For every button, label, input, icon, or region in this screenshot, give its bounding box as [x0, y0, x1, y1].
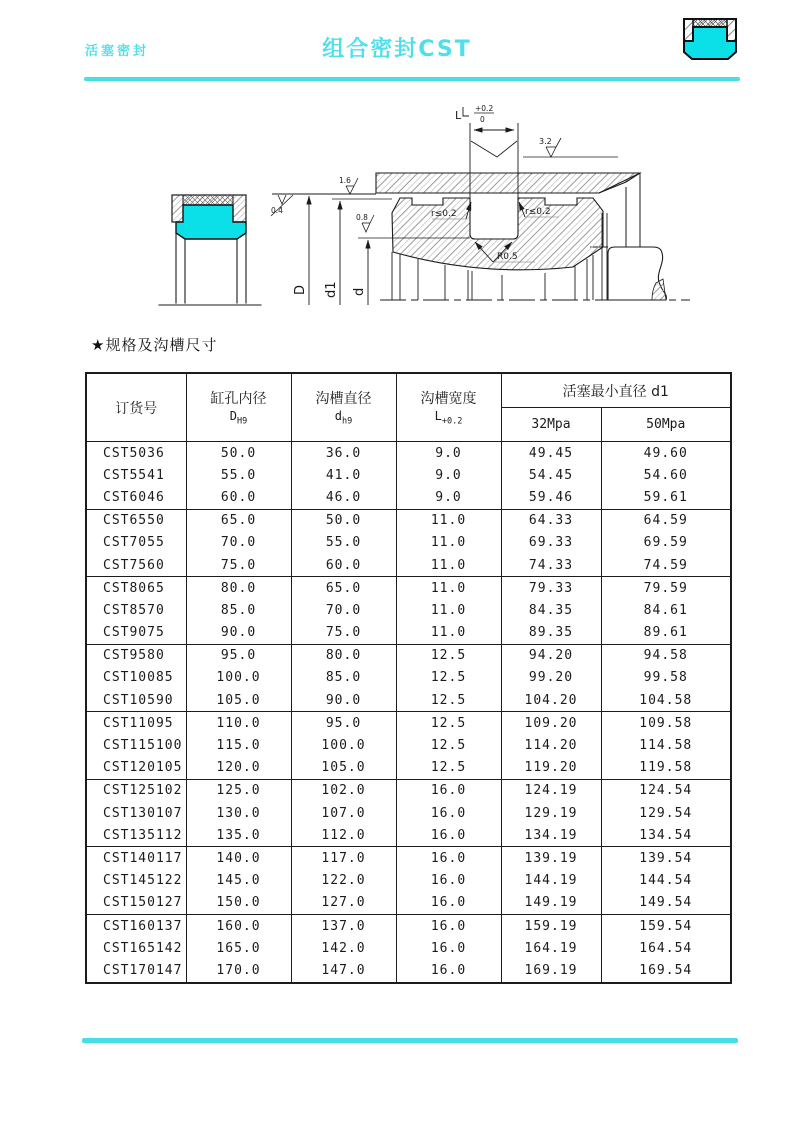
cell-groove-width: 11.0 — [396, 599, 501, 621]
cell-order-no: CST9580 — [86, 644, 186, 667]
col-header-groove-width: 沟槽宽度 $L_{+0.2}$ — [396, 373, 501, 442]
cell-groove-diameter: 137.0 — [291, 914, 396, 937]
table-row — [86, 937, 731, 959]
cell-order-no: CST130107 — [86, 802, 186, 824]
label-d: d — [352, 287, 367, 296]
cell-min-diameter-32mpa: 114.20 — [501, 734, 601, 756]
cell-order-no: CST8065 — [86, 577, 186, 600]
table-row — [86, 599, 731, 621]
cell-order-no: CST6550 — [86, 509, 186, 532]
cell-bore-diameter: 105.0 — [186, 689, 291, 712]
table-row — [86, 644, 731, 667]
table-group — [86, 847, 731, 915]
table-row — [86, 779, 731, 802]
cell-order-no: CST7560 — [86, 554, 186, 577]
cell-groove-diameter: 46.0 — [291, 486, 396, 509]
cell-groove-width: 11.0 — [396, 577, 501, 600]
table-row — [86, 464, 731, 486]
col-header-groove-diameter: 沟槽直径 $d_{h9}$ — [291, 373, 396, 442]
table-row — [86, 870, 731, 892]
cell-min-diameter-50mpa: 114.58 — [601, 734, 731, 756]
cell-min-diameter-32mpa: 84.35 — [501, 599, 601, 621]
cell-order-no: CST145122 — [86, 870, 186, 892]
cell-min-diameter-32mpa: 164.19 — [501, 937, 601, 959]
label-r-left: r≤0.2 — [431, 209, 457, 219]
table-row — [86, 486, 731, 509]
cell-min-diameter-50mpa: 94.58 — [601, 644, 731, 667]
table-row — [86, 892, 731, 915]
table-group — [86, 442, 731, 510]
col-header-order-no: 订货号 — [86, 373, 186, 442]
table-row — [86, 667, 731, 689]
cell-min-diameter-50mpa: 144.54 — [601, 870, 731, 892]
cell-groove-width: 12.5 — [396, 644, 501, 667]
table-row — [86, 847, 731, 870]
cell-min-diameter-32mpa: 49.45 — [501, 442, 601, 465]
cell-min-diameter-32mpa: 89.35 — [501, 622, 601, 645]
page-title: 组合密封CST — [322, 37, 472, 62]
table-row — [86, 577, 731, 600]
cell-bore-diameter: 140.0 — [186, 847, 291, 870]
cell-min-diameter-50mpa: 139.54 — [601, 847, 731, 870]
cell-groove-width: 9.0 — [396, 464, 501, 486]
cell-bore-diameter: 95.0 — [186, 644, 291, 667]
table-row — [86, 622, 731, 645]
cell-bore-diameter: 110.0 — [186, 712, 291, 735]
cell-min-diameter-32mpa: 119.20 — [501, 757, 601, 780]
cell-order-no: CST115100 — [86, 734, 186, 756]
cell-min-diameter-32mpa: 159.19 — [501, 914, 601, 937]
cell-order-no: CST9075 — [86, 622, 186, 645]
cell-min-diameter-50mpa: 49.60 — [601, 442, 731, 465]
table-row — [86, 442, 731, 465]
table-row — [86, 802, 731, 824]
cell-order-no: CST125102 — [86, 779, 186, 802]
cell-min-diameter-50mpa: 149.54 — [601, 892, 731, 915]
table-row — [86, 757, 731, 780]
cell-groove-width: 16.0 — [396, 847, 501, 870]
cell-min-diameter-50mpa: 129.54 — [601, 802, 731, 824]
label-L-tol-lower: 0 — [480, 115, 485, 124]
footer-divider — [82, 1038, 738, 1043]
cell-min-diameter-50mpa: 59.61 — [601, 486, 731, 509]
label-roughness-0-8: 0.8 — [356, 213, 368, 222]
cell-groove-diameter: 102.0 — [291, 779, 396, 802]
table-row — [86, 509, 731, 532]
table-row — [86, 824, 731, 847]
cell-bore-diameter: 60.0 — [186, 486, 291, 509]
cell-min-diameter-50mpa: 69.59 — [601, 532, 731, 554]
cell-groove-width: 16.0 — [396, 779, 501, 802]
table-row — [86, 712, 731, 735]
cell-order-no: CST170147 — [86, 959, 186, 982]
cell-min-diameter-50mpa: 99.58 — [601, 667, 731, 689]
label-L: L — [455, 109, 462, 122]
spec-table-header — [86, 373, 731, 442]
cell-bore-diameter: 75.0 — [186, 554, 291, 577]
cell-order-no: CST5036 — [86, 442, 186, 465]
cell-groove-width: 11.0 — [396, 509, 501, 532]
col-header-50mpa: 50Mpa — [601, 408, 731, 442]
cell-groove-width: 16.0 — [396, 937, 501, 959]
cell-groove-diameter: 95.0 — [291, 712, 396, 735]
col-header-piston-min-diameter: 活塞最小直径 d1 — [501, 373, 731, 408]
cell-min-diameter-32mpa: 59.46 — [501, 486, 601, 509]
cell-groove-diameter: 70.0 — [291, 599, 396, 621]
cell-min-diameter-32mpa: 144.19 — [501, 870, 601, 892]
cell-groove-width: 16.0 — [396, 892, 501, 915]
cell-groove-diameter: 60.0 — [291, 554, 396, 577]
cell-min-diameter-50mpa: 74.59 — [601, 554, 731, 577]
cell-groove-width: 12.5 — [396, 667, 501, 689]
cell-groove-width: 12.5 — [396, 734, 501, 756]
cell-min-diameter-32mpa: 54.45 — [501, 464, 601, 486]
table-group — [86, 712, 731, 780]
cell-groove-width: 12.5 — [396, 712, 501, 735]
cell-groove-width: 16.0 — [396, 870, 501, 892]
cell-groove-diameter: 105.0 — [291, 757, 396, 780]
label-roughness-0-4: 0.4 — [271, 206, 283, 215]
cell-groove-width: 16.0 — [396, 802, 501, 824]
cell-groove-width: 11.0 — [396, 554, 501, 577]
cell-groove-diameter: 147.0 — [291, 959, 396, 982]
cell-min-diameter-32mpa: 169.19 — [501, 959, 601, 982]
table-group — [86, 577, 731, 645]
cell-min-diameter-50mpa: 134.54 — [601, 824, 731, 847]
cell-bore-diameter: 125.0 — [186, 779, 291, 802]
cell-groove-diameter: 41.0 — [291, 464, 396, 486]
table-group — [86, 509, 731, 577]
cell-order-no: CST11095 — [86, 712, 186, 735]
label-roughness-3-2: 3.2 — [539, 137, 552, 146]
cell-min-diameter-50mpa: 124.54 — [601, 779, 731, 802]
cell-min-diameter-50mpa: 119.58 — [601, 757, 731, 780]
cell-bore-diameter: 165.0 — [186, 937, 291, 959]
label-roughness-1-6: 1.6 — [339, 176, 351, 185]
cell-groove-width: 12.5 — [396, 757, 501, 780]
cell-order-no: CST8570 — [86, 599, 186, 621]
header-divider — [84, 77, 740, 81]
cell-bore-diameter: 90.0 — [186, 622, 291, 645]
table-row — [86, 532, 731, 554]
col-header-bore: 缸孔内径 $D_{H9}$ — [186, 373, 291, 442]
cell-groove-diameter: 90.0 — [291, 689, 396, 712]
table-row — [86, 734, 731, 756]
cell-groove-diameter: 80.0 — [291, 644, 396, 667]
cell-groove-width: 16.0 — [396, 824, 501, 847]
cell-order-no: CST135112 — [86, 824, 186, 847]
cell-min-diameter-50mpa: 79.59 — [601, 577, 731, 600]
table-group — [86, 914, 731, 982]
cell-groove-diameter: 85.0 — [291, 667, 396, 689]
cell-order-no: CST5541 — [86, 464, 186, 486]
cell-min-diameter-32mpa: 109.20 — [501, 712, 601, 735]
cell-bore-diameter: 135.0 — [186, 824, 291, 847]
cell-bore-diameter: 160.0 — [186, 914, 291, 937]
cell-groove-width: 12.5 — [396, 689, 501, 712]
cell-bore-diameter: 65.0 — [186, 509, 291, 532]
label-D: D — [293, 284, 308, 295]
cell-groove-diameter: 36.0 — [291, 442, 396, 465]
cell-groove-diameter: 142.0 — [291, 937, 396, 959]
cell-order-no: CST10085 — [86, 667, 186, 689]
cell-min-diameter-50mpa: 54.60 — [601, 464, 731, 486]
cell-order-no: CST165142 — [86, 937, 186, 959]
cell-bore-diameter: 100.0 — [186, 667, 291, 689]
cell-groove-diameter: 117.0 — [291, 847, 396, 870]
cell-groove-diameter: 65.0 — [291, 577, 396, 600]
cell-groove-width: 16.0 — [396, 959, 501, 982]
cell-order-no: CST10590 — [86, 689, 186, 712]
spec-table — [85, 372, 732, 984]
label-r-right: r≤0.2 — [525, 207, 551, 217]
cell-min-diameter-50mpa: 164.54 — [601, 937, 731, 959]
cell-min-diameter-32mpa: 149.19 — [501, 892, 601, 915]
cell-order-no: CST150127 — [86, 892, 186, 915]
page-category-title: 活塞密封 — [85, 44, 150, 59]
label-d1: d1 — [324, 281, 339, 298]
technical-drawing — [85, 95, 745, 340]
cylinder-wall-section — [376, 173, 640, 193]
cell-bore-diameter: 50.0 — [186, 442, 291, 465]
cell-bore-diameter: 85.0 — [186, 599, 291, 621]
cell-groove-diameter: 112.0 — [291, 824, 396, 847]
table-group — [86, 779, 731, 847]
cell-groove-diameter: 122.0 — [291, 870, 396, 892]
cell-min-diameter-50mpa: 104.58 — [601, 689, 731, 712]
cell-min-diameter-50mpa: 64.59 — [601, 509, 731, 532]
cell-groove-diameter: 127.0 — [291, 892, 396, 915]
cell-groove-diameter: 107.0 — [291, 802, 396, 824]
table-row — [86, 914, 731, 937]
label-L-tol-upper: +0.2 — [475, 104, 494, 113]
cell-order-no: CST160137 — [86, 914, 186, 937]
cell-min-diameter-50mpa: 89.61 — [601, 622, 731, 645]
table-row — [86, 689, 731, 712]
cell-min-diameter-32mpa: 64.33 — [501, 509, 601, 532]
table-row — [86, 554, 731, 577]
cell-groove-diameter: 50.0 — [291, 509, 396, 532]
cell-groove-width: 11.0 — [396, 532, 501, 554]
cell-order-no: CST120105 — [86, 757, 186, 780]
cell-min-diameter-32mpa: 124.19 — [501, 779, 601, 802]
cell-groove-diameter: 75.0 — [291, 622, 396, 645]
cell-bore-diameter: 70.0 — [186, 532, 291, 554]
seal-profile-logo-icon — [678, 14, 748, 72]
cell-bore-diameter: 115.0 — [186, 734, 291, 756]
table-row — [86, 959, 731, 982]
table-group — [86, 644, 731, 712]
cell-bore-diameter: 145.0 — [186, 870, 291, 892]
cell-min-diameter-50mpa: 109.58 — [601, 712, 731, 735]
groove-detail-figure — [376, 173, 690, 300]
cell-min-diameter-32mpa: 139.19 — [501, 847, 601, 870]
cell-min-diameter-32mpa: 129.19 — [501, 802, 601, 824]
cell-min-diameter-32mpa: 104.20 — [501, 689, 601, 712]
cell-order-no: CST140117 — [86, 847, 186, 870]
cell-min-diameter-32mpa: 94.20 — [501, 644, 601, 667]
cell-bore-diameter: 80.0 — [186, 577, 291, 600]
cell-min-diameter-32mpa: 74.33 — [501, 554, 601, 577]
section-heading: ★规格及沟槽尺寸 — [91, 336, 218, 354]
cell-bore-diameter: 120.0 — [186, 757, 291, 780]
cell-min-diameter-50mpa: 84.61 — [601, 599, 731, 621]
cell-bore-diameter: 130.0 — [186, 802, 291, 824]
cell-min-diameter-32mpa: 99.20 — [501, 667, 601, 689]
label-radius-R0-5: R0.5 — [497, 252, 518, 262]
cell-bore-diameter: 55.0 — [186, 464, 291, 486]
cell-order-no: CST7055 — [86, 532, 186, 554]
cell-min-diameter-32mpa: 134.19 — [501, 824, 601, 847]
cell-bore-diameter: 170.0 — [186, 959, 291, 982]
cell-groove-width: 9.0 — [396, 486, 501, 509]
cell-groove-width: 9.0 — [396, 442, 501, 465]
cell-groove-width: 11.0 — [396, 622, 501, 645]
cell-groove-width: 16.0 — [396, 914, 501, 937]
cell-min-diameter-32mpa: 69.33 — [501, 532, 601, 554]
cell-bore-diameter: 150.0 — [186, 892, 291, 915]
cell-order-no: CST6046 — [86, 486, 186, 509]
col-header-32mpa: 32Mpa — [501, 408, 601, 442]
cell-min-diameter-50mpa: 159.54 — [601, 914, 731, 937]
cell-min-diameter-50mpa: 169.54 — [601, 959, 731, 982]
cell-groove-diameter: 55.0 — [291, 532, 396, 554]
installed-seal-figure — [159, 195, 261, 305]
cell-groove-diameter: 100.0 — [291, 734, 396, 756]
cell-min-diameter-32mpa: 79.33 — [501, 577, 601, 600]
